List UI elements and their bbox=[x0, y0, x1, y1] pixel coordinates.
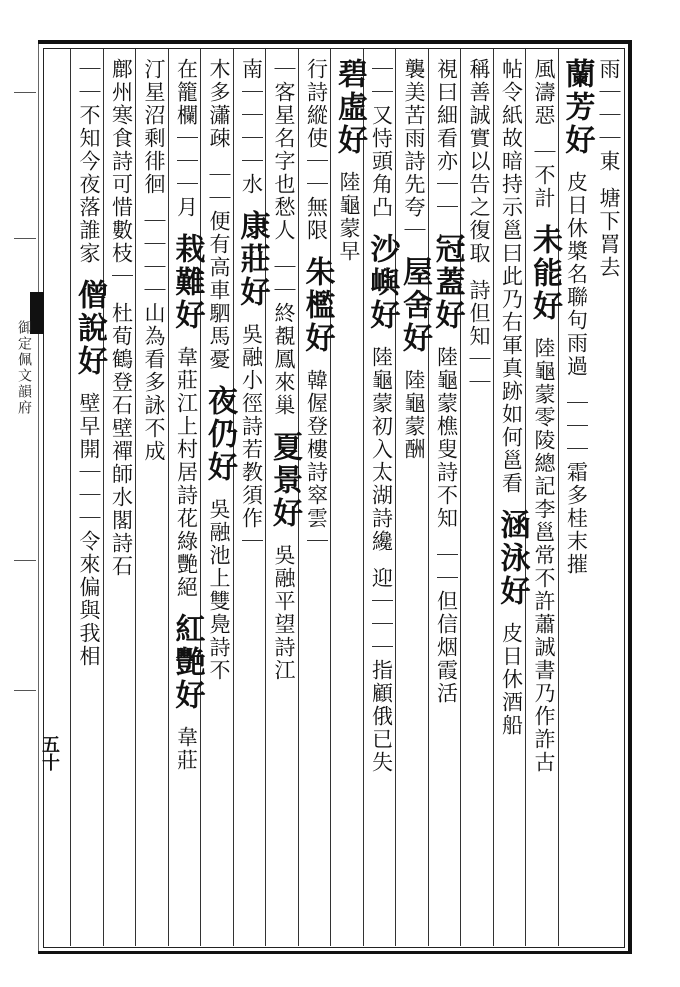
text-segment: 壁早開｜｜｜令來偏與我相 bbox=[77, 392, 101, 668]
text-segment: 陸龜蒙酬 bbox=[402, 369, 426, 461]
headword: 蘭芳好 bbox=[559, 58, 595, 157]
headword: 屋舍好 bbox=[397, 256, 432, 355]
text-column bbox=[267, 58, 302, 938]
text-segment: ｜不計 bbox=[532, 141, 556, 210]
headword: 夏景好 bbox=[267, 431, 302, 530]
text-column bbox=[494, 58, 530, 938]
headword: 碧虛好 bbox=[332, 58, 367, 157]
text-segment: 襲美苦雨詩先夸｜ bbox=[402, 58, 426, 242]
margin-tick bbox=[14, 560, 36, 561]
page-number: 五十 bbox=[39, 735, 60, 771]
text-segment: 行詩縱使｜｜無限 bbox=[304, 58, 329, 242]
text-segment: 韓偓登樓詩窣雲｜ bbox=[304, 369, 329, 553]
text-column bbox=[397, 58, 432, 938]
headword: 栽難好 bbox=[169, 233, 205, 332]
text-segment: ｜客星名字也愁人 bbox=[272, 58, 296, 242]
text-segment: 韋莊江上村居詩花綠艷絕 bbox=[174, 346, 199, 599]
text-segment: 塘下罥去 bbox=[597, 187, 621, 279]
text-column bbox=[592, 58, 624, 938]
margin-tick bbox=[14, 238, 36, 239]
text-column bbox=[364, 58, 400, 938]
text-segment: 帖令紙故暗持示邕曰此乃右軍真跡如何邕看 bbox=[499, 58, 524, 495]
text-column bbox=[137, 58, 169, 938]
text-column bbox=[429, 58, 465, 938]
text-segment: ｜｜又恃頭角凸 bbox=[369, 58, 394, 219]
text-segment: 吳融小徑詩若教須作｜ bbox=[239, 323, 264, 553]
headword: 涵泳好 bbox=[494, 509, 530, 608]
text-segment: 吳融平望詩江 bbox=[272, 544, 296, 682]
column-rule bbox=[70, 49, 71, 946]
text-segment: 鄜州寒食詩可惜數枝｜ bbox=[109, 58, 134, 288]
text-segment: 風濤惡 bbox=[532, 58, 556, 127]
text-column bbox=[462, 58, 494, 938]
text-segment: ｜｜不知今夜落誰家 bbox=[77, 58, 101, 265]
margin-tick bbox=[14, 92, 36, 93]
text-segment: 詩但知｜｜ bbox=[467, 279, 491, 394]
text-segment: 汀星沼剩徘徊 bbox=[142, 58, 166, 196]
text-segment: 在籠欄｜｜｜月 bbox=[174, 58, 199, 219]
text-column bbox=[332, 58, 367, 938]
text-segment: ｜｜終覩鳳來巢 bbox=[272, 256, 296, 417]
headword: 夜仍好 bbox=[202, 385, 237, 484]
text-segment: 視曰細看亦｜｜ bbox=[434, 58, 459, 219]
text-column bbox=[202, 58, 237, 938]
text-column bbox=[72, 58, 107, 938]
text-segment: ｜｜｜霜多桂末摧 bbox=[564, 392, 589, 576]
text-segment: 吳融池上雙鳧詩不 bbox=[207, 498, 231, 682]
headword: 康莊好 bbox=[234, 210, 270, 309]
text-segment: 木多瀟疎 bbox=[207, 58, 231, 150]
text-column bbox=[105, 58, 137, 938]
headword: 紅艷好 bbox=[169, 613, 205, 712]
headword: 沙嶼好 bbox=[364, 233, 400, 332]
book-title: 御定佩文韻府 bbox=[16, 320, 32, 416]
text-column bbox=[169, 58, 205, 938]
headword: 僧說好 bbox=[72, 279, 107, 378]
text-segment: ｜｜｜｜山為看多詠不成 bbox=[142, 210, 166, 463]
text-column bbox=[527, 58, 562, 938]
text-column bbox=[299, 58, 335, 938]
text-segment: 南｜｜｜｜水 bbox=[239, 58, 264, 196]
text-segment: 迎｜｜｜指顧俄已失 bbox=[369, 567, 394, 774]
headword: 朱檻好 bbox=[299, 256, 335, 355]
text-segment: 陸龜蒙早 bbox=[337, 171, 361, 263]
text-segment: 韋莊 bbox=[174, 726, 199, 772]
text-segment: 雨｜｜｜東 bbox=[597, 58, 621, 173]
text-segment: 皮日休酒船 bbox=[499, 622, 524, 737]
text-column bbox=[234, 58, 270, 938]
headword: 冠蓋好 bbox=[429, 233, 465, 332]
margin-tick bbox=[14, 690, 36, 691]
headword: 未能好 bbox=[527, 224, 562, 323]
text-segment: 陸龜蒙零陵總記李邕常不許蕭誠書乃作詐古 bbox=[532, 337, 556, 774]
text-segment: 皮日休槳名聯句雨過 bbox=[564, 171, 589, 378]
text-segment: 陸龜蒙樵叟詩不知 bbox=[434, 346, 459, 530]
text-segment: ｜｜但信烟霞活 bbox=[434, 544, 459, 705]
text-segment: 稱善誠實以告之復取 bbox=[467, 58, 491, 265]
text-segment: ｜｜便有高車駟馬憂 bbox=[207, 164, 231, 371]
text-column bbox=[559, 58, 595, 938]
text-segment: 陸龜蒙初入太湖詩纔 bbox=[369, 346, 394, 553]
text-segment: 杜荀鶴登石壁禪師水閣詩石 bbox=[109, 302, 134, 578]
